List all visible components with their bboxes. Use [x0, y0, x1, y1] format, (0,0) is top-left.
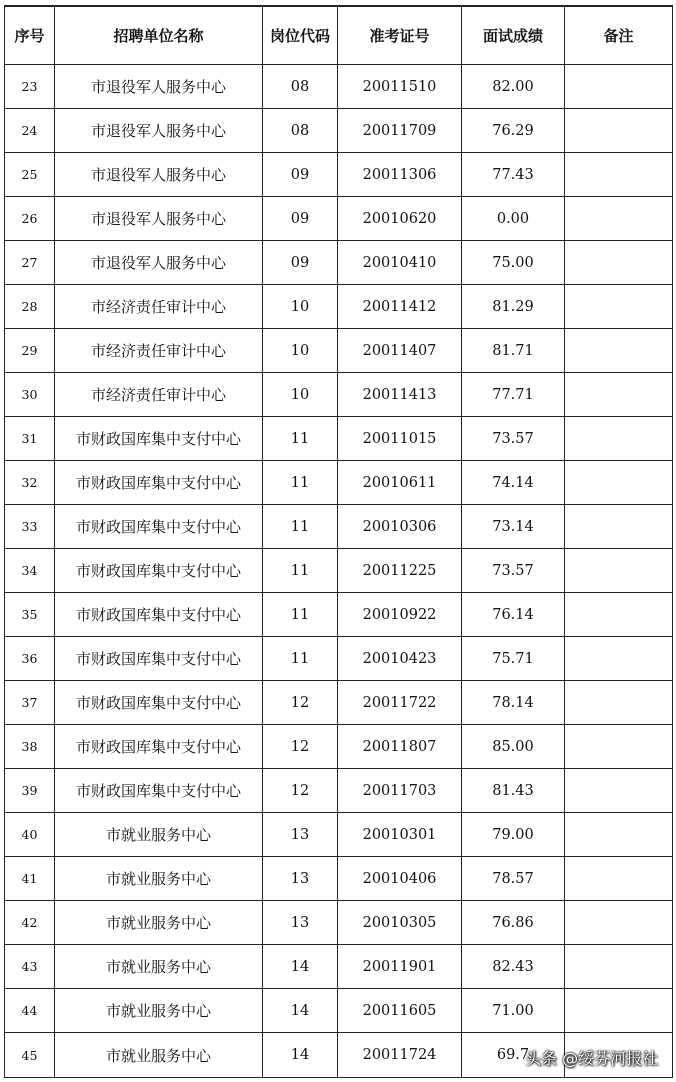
remarks-cell: [565, 153, 673, 197]
table-row: [5, 109, 673, 153]
unit-name-cell: 市就业服务中心: [55, 989, 263, 1033]
seq-cell: 24: [5, 109, 55, 153]
ticket-number-cell: 20010305: [338, 901, 462, 945]
interview-score-cell: 73.14: [462, 505, 565, 549]
interview-score-cell: 81.71: [462, 329, 565, 373]
remarks-cell: [565, 549, 673, 593]
unit-name-cell: 市退役军人服务中心: [55, 109, 263, 153]
unit-name-cell: 市退役军人服务中心: [55, 241, 263, 285]
remarks-cell: [565, 461, 673, 505]
ticket-number-cell: 20010306: [338, 505, 462, 549]
seq-cell: 32: [5, 461, 55, 505]
table-row: [5, 769, 673, 813]
unit-name-cell: 市财政国库集中支付中心: [55, 769, 263, 813]
remarks-cell: [565, 857, 673, 901]
ticket-number-cell: 20011724: [338, 1033, 462, 1078]
unit-name-cell: 市财政国库集中支付中心: [55, 505, 263, 549]
interview-score-cell: 85.00: [462, 725, 565, 769]
header-seq: 序号: [5, 6, 55, 65]
table-row: [5, 681, 673, 725]
table-row: [5, 285, 673, 329]
interview-score-cell: 77.43: [462, 153, 565, 197]
table-row: [5, 373, 673, 417]
seq-cell: 42: [5, 901, 55, 945]
remarks-cell: [565, 373, 673, 417]
table-row: [5, 945, 673, 989]
seq-cell: 30: [5, 373, 55, 417]
ticket-number-cell: 20011901: [338, 945, 462, 989]
position-code-cell: 13: [263, 857, 338, 901]
ticket-number-cell: 20010620: [338, 197, 462, 241]
seq-cell: 27: [5, 241, 55, 285]
unit-name-cell: 市财政国库集中支付中心: [55, 725, 263, 769]
position-code-cell: 08: [263, 65, 338, 109]
interview-score-cell: 77.71: [462, 373, 565, 417]
position-code-cell: 14: [263, 989, 338, 1033]
remarks-cell: [565, 769, 673, 813]
interview-score-cell: 81.43: [462, 769, 565, 813]
ticket-number-cell: 20011407: [338, 329, 462, 373]
interview-score-cell: 81.29: [462, 285, 565, 329]
ticket-number-cell: 20010410: [338, 241, 462, 285]
position-code-cell: 12: [263, 725, 338, 769]
position-code-cell: 11: [263, 505, 338, 549]
unit-name-cell: 市财政国库集中支付中心: [55, 637, 263, 681]
unit-name-cell: 市经济责任审计中心: [55, 329, 263, 373]
position-code-cell: 08: [263, 109, 338, 153]
seq-cell: 43: [5, 945, 55, 989]
position-code-cell: 09: [263, 197, 338, 241]
table-row: [5, 153, 673, 197]
unit-name-cell: 市财政国库集中支付中心: [55, 549, 263, 593]
unit-name-cell: 市就业服务中心: [55, 813, 263, 857]
interview-score-cell: 0.00: [462, 197, 565, 241]
header-ticket-number: 准考证号: [338, 6, 462, 65]
unit-name-cell: 市经济责任审计中心: [55, 373, 263, 417]
remarks-cell: [565, 285, 673, 329]
table-row: [5, 461, 673, 505]
remarks-cell: [565, 505, 673, 549]
table-row: [5, 813, 673, 857]
seq-cell: 40: [5, 813, 55, 857]
unit-name-cell: 市退役军人服务中心: [55, 153, 263, 197]
header-remarks: 备注: [565, 6, 673, 65]
ticket-number-cell: 20010301: [338, 813, 462, 857]
table-row: [5, 417, 673, 461]
table-header: [5, 6, 673, 65]
seq-cell: 41: [5, 857, 55, 901]
seq-cell: 25: [5, 153, 55, 197]
table-row: [5, 901, 673, 945]
seq-cell: 28: [5, 285, 55, 329]
seq-cell: 36: [5, 637, 55, 681]
ticket-number-cell: 20011413: [338, 373, 462, 417]
table-row: [5, 725, 673, 769]
ticket-number-cell: 20011605: [338, 989, 462, 1033]
ticket-number-cell: 20011709: [338, 109, 462, 153]
interview-score-cell: 69.7: [462, 1033, 565, 1078]
interview-score-cell: 76.86: [462, 901, 565, 945]
interview-score-cell: 79.00: [462, 813, 565, 857]
remarks-cell: [565, 65, 673, 109]
table-row: [5, 637, 673, 681]
seq-cell: 44: [5, 989, 55, 1033]
position-code-cell: 12: [263, 681, 338, 725]
ticket-number-cell: 20010611: [338, 461, 462, 505]
unit-name-cell: 市财政国库集中支付中心: [55, 681, 263, 725]
interview-score-cell: 82.00: [462, 65, 565, 109]
table-row: [5, 505, 673, 549]
header-unit-name: 招聘单位名称: [55, 6, 263, 65]
ticket-number-cell: 20010423: [338, 637, 462, 681]
interview-score-cell: 82.43: [462, 945, 565, 989]
table-row: [5, 197, 673, 241]
ticket-number-cell: 20011722: [338, 681, 462, 725]
unit-name-cell: 市就业服务中心: [55, 901, 263, 945]
unit-name-cell: 市就业服务中心: [55, 857, 263, 901]
ticket-number-cell: 20010922: [338, 593, 462, 637]
position-code-cell: 09: [263, 153, 338, 197]
remarks-cell: [565, 945, 673, 989]
remarks-cell: [565, 681, 673, 725]
position-code-cell: 11: [263, 549, 338, 593]
position-code-cell: 11: [263, 417, 338, 461]
ticket-number-cell: 20011412: [338, 285, 462, 329]
unit-name-cell: 市退役军人服务中心: [55, 65, 263, 109]
interview-score-cell: 76.29: [462, 109, 565, 153]
seq-cell: 38: [5, 725, 55, 769]
header-interview-score: 面试成绩: [462, 6, 565, 65]
position-code-cell: 12: [263, 769, 338, 813]
seq-cell: 39: [5, 769, 55, 813]
header-row: [5, 6, 673, 65]
ticket-number-cell: 20011015: [338, 417, 462, 461]
remarks-cell: [565, 109, 673, 153]
position-code-cell: 13: [263, 901, 338, 945]
header-position-code: 岗位代码: [263, 6, 338, 65]
unit-name-cell: 市财政国库集中支付中心: [55, 593, 263, 637]
interview-score-cell: 78.57: [462, 857, 565, 901]
remarks-cell: [565, 329, 673, 373]
table-body: [5, 65, 673, 1078]
interview-score-cell: 74.14: [462, 461, 565, 505]
interview-score-cell: 73.57: [462, 417, 565, 461]
remarks-cell: [565, 813, 673, 857]
unit-name-cell: 市就业服务中心: [55, 1033, 263, 1078]
table-row: [5, 989, 673, 1033]
position-code-cell: 10: [263, 373, 338, 417]
table-row: [5, 549, 673, 593]
interview-score-cell: 75.71: [462, 637, 565, 681]
remarks-cell: [565, 725, 673, 769]
remarks-cell: [565, 417, 673, 461]
unit-name-cell: 市退役军人服务中心: [55, 197, 263, 241]
table-row: [5, 593, 673, 637]
remarks-cell: [565, 197, 673, 241]
position-code-cell: 09: [263, 241, 338, 285]
interview-score-cell: 75.00: [462, 241, 565, 285]
seq-cell: 29: [5, 329, 55, 373]
table-row: [5, 857, 673, 901]
unit-name-cell: 市经济责任审计中心: [55, 285, 263, 329]
remarks-cell: [565, 637, 673, 681]
score-table: [4, 5, 673, 1078]
seq-cell: 23: [5, 65, 55, 109]
interview-score-cell: 71.00: [462, 989, 565, 1033]
table-row: [5, 241, 673, 285]
seq-cell: 26: [5, 197, 55, 241]
position-code-cell: 14: [263, 945, 338, 989]
remarks-cell: [565, 241, 673, 285]
unit-name-cell: 市财政国库集中支付中心: [55, 461, 263, 505]
remarks-cell: [565, 901, 673, 945]
remarks-cell: [565, 593, 673, 637]
seq-cell: 37: [5, 681, 55, 725]
ticket-number-cell: 20011306: [338, 153, 462, 197]
position-code-cell: 11: [263, 593, 338, 637]
ticket-number-cell: 20011510: [338, 65, 462, 109]
interview-score-cell: 73.57: [462, 549, 565, 593]
position-code-cell: 11: [263, 637, 338, 681]
source-watermark: 头条 @绥芬河报社: [525, 1049, 659, 1068]
interview-score-cell: 76.14: [462, 593, 565, 637]
unit-name-cell: 市就业服务中心: [55, 945, 263, 989]
remarks-cell: [565, 989, 673, 1033]
ticket-number-cell: 20010406: [338, 857, 462, 901]
position-code-cell: 11: [263, 461, 338, 505]
seq-cell: 33: [5, 505, 55, 549]
seq-cell: 34: [5, 549, 55, 593]
ticket-number-cell: 20011807: [338, 725, 462, 769]
seq-cell: 45: [5, 1033, 55, 1078]
position-code-cell: 13: [263, 813, 338, 857]
position-code-cell: 14: [263, 1033, 338, 1078]
seq-cell: 35: [5, 593, 55, 637]
position-code-cell: 10: [263, 285, 338, 329]
interview-score-cell: 78.14: [462, 681, 565, 725]
table-row: [5, 65, 673, 109]
seq-cell: 31: [5, 417, 55, 461]
position-code-cell: 10: [263, 329, 338, 373]
unit-name-cell: 市财政国库集中支付中心: [55, 417, 263, 461]
ticket-number-cell: 20011225: [338, 549, 462, 593]
table-row: [5, 329, 673, 373]
ticket-number-cell: 20011703: [338, 769, 462, 813]
